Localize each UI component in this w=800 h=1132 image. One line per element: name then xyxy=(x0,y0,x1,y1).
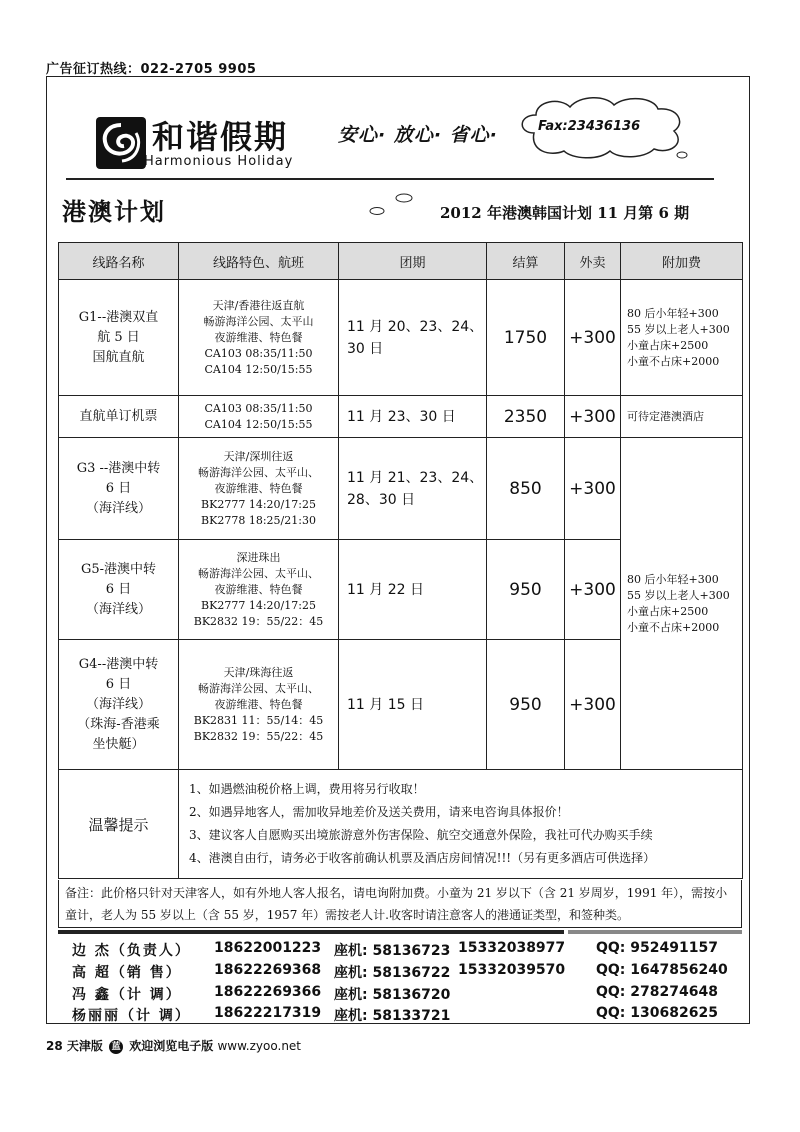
feature-line: CA103 08:35/11:50 xyxy=(204,346,313,360)
fee-line: 55 岁以上老人+300 xyxy=(627,588,730,602)
route-line: G3 --港澳中转 xyxy=(76,460,161,476)
contact-name: 高 超（销 售） xyxy=(72,965,182,981)
tip-item: 4、港澳自由行，请务必于收客前确认机票及酒店房间情况!!!（另有更多酒店可供选择） xyxy=(189,851,656,865)
tips-row xyxy=(59,770,743,879)
slogan: 安心· 放心· 省心· xyxy=(338,124,498,146)
feature-line: 天津/深圳往返 xyxy=(223,449,294,463)
bubble-icon xyxy=(368,206,386,216)
route-line: （海洋线） xyxy=(85,601,151,617)
route-features xyxy=(179,280,339,396)
page-number: 28 天津版 xyxy=(46,1039,103,1053)
route-name xyxy=(59,438,179,540)
settlement-price: 950 xyxy=(487,640,565,770)
departure-dates: 11 月 20、23、24、30 日 xyxy=(339,280,487,396)
settlement-price: 2350 xyxy=(487,396,565,438)
website-link[interactable]: www.zyoo.net xyxy=(217,1039,302,1053)
tip-item: 3、建议客人自愿购买出境旅游意外伤害保险、航空交通意外保险，我社可代办购买手续 xyxy=(189,828,653,842)
retail-markup: +300 xyxy=(565,396,621,438)
route-line: 国航直航 xyxy=(92,349,145,365)
retail-markup: +300 xyxy=(565,438,621,540)
feature-line: BK2832 19：55/22：45 xyxy=(193,614,324,628)
column-header: 线路特色、航班 xyxy=(179,243,339,280)
route-line: 6 日 xyxy=(105,676,132,692)
brand-logo-icon xyxy=(96,117,146,169)
departure-dates: 11 月 15 日 xyxy=(339,640,487,770)
feature-line: CA104 12:50/15:55 xyxy=(204,362,313,376)
route-name xyxy=(59,280,179,396)
column-header: 附加费 xyxy=(621,243,743,280)
contact-name: 边 杰（负责人） xyxy=(72,943,191,959)
plan-subtitle: 2012 年港澳韩国计划 11 月第 6 期 xyxy=(440,204,690,222)
feature-line: BK2777 14:20/17:25 xyxy=(201,598,316,612)
route-line: （海洋线） xyxy=(85,500,151,516)
section-divider xyxy=(58,930,564,934)
settlement-price: 950 xyxy=(487,540,565,640)
header-divider xyxy=(66,178,714,180)
page-footer xyxy=(46,1037,301,1054)
route-name xyxy=(59,540,179,640)
feature-line: 天津/香港往返直航 xyxy=(212,298,305,312)
fee-line: 80 后小年轻+300 xyxy=(627,572,719,586)
tips-label: 温馨提示 xyxy=(59,770,179,879)
table-row xyxy=(59,396,743,438)
contact-name: 冯 鑫（计 调） xyxy=(72,987,182,1003)
remarks-note: 备注：此价格只针对天津客人，如有外地人客人报名，请电询附加费。小童为 21 岁以下（含 21 岁周岁，1991 年），需按小童计，老人为 55 岁以上（含 55 岁，1957 年）需按老人计.收客时请注意客人的港通证类型，和签种类。 xyxy=(58,880,742,928)
contact-qq: QQ: 278274648 xyxy=(596,984,718,1000)
feature-line: 夜游维港、特色餐 xyxy=(214,330,303,344)
feature-line: 夜游维港、特色餐 xyxy=(214,582,303,596)
route-name xyxy=(59,640,179,770)
contact-qq: QQ: 1647856240 xyxy=(596,962,728,978)
feature-line: 畅游海洋公园、太平山 xyxy=(203,314,314,328)
page-title: 港澳计划 xyxy=(62,198,166,226)
brand-name: 和谐假期 xyxy=(152,118,289,156)
fee-line: 小童不占床+2000 xyxy=(627,354,720,368)
retail-markup: +300 xyxy=(565,280,621,396)
departure-dates: 11 月 21、23、24、28、30 日 xyxy=(339,438,487,540)
feature-line: BK2832 19：55/22：45 xyxy=(193,729,324,743)
route-features xyxy=(179,438,339,540)
settlement-price: 1750 xyxy=(487,280,565,396)
feature-line: BK2831 11：55/14：45 xyxy=(193,713,324,727)
contact-qq: QQ: 952491157 xyxy=(596,940,718,956)
column-header: 团期 xyxy=(339,243,487,280)
feature-line: 夜游维港、特色餐 xyxy=(214,697,303,711)
contact-landline: 座机: 58136723 xyxy=(334,943,451,959)
contact-landline: 座机: 58136720 xyxy=(334,987,451,1003)
route-line: 6 日 xyxy=(105,480,132,496)
route-line: G5-港澳中转 xyxy=(80,561,157,577)
fee-line: 55 岁以上老人+300 xyxy=(627,322,730,336)
feature-line: BK2777 14:20/17:25 xyxy=(201,497,316,511)
table-header-row xyxy=(59,243,743,280)
edition-badge-icon: 蓝 xyxy=(109,1040,123,1054)
fee-line: 小童占床+2500 xyxy=(627,338,709,352)
retail-markup: +300 xyxy=(565,540,621,640)
column-header: 线路名称 xyxy=(59,243,179,280)
feature-line: 深进珠出 xyxy=(236,550,281,564)
route-name: 直航单订机票 xyxy=(59,396,179,438)
retail-markup: +300 xyxy=(565,640,621,770)
fee-line: 小童占床+2500 xyxy=(627,604,709,618)
extra-fees-shared xyxy=(621,438,743,770)
route-line: G1--港澳双直 xyxy=(78,309,159,325)
feature-line: 畅游海洋公园、太平山、 xyxy=(198,566,319,580)
tip-item: 1、如遇燃油税价格上调，费用将另行收取！ xyxy=(189,782,425,796)
ad-hotline: 广告征订热线：022-2705 9905 xyxy=(46,62,257,77)
route-line: （珠海-香港乘 xyxy=(77,716,160,732)
contact-mobile: 18622217319 xyxy=(214,1005,322,1021)
feature-line: 夜游维港、特色餐 xyxy=(214,481,303,495)
tips-list xyxy=(179,770,743,879)
route-line: 航 5 日 xyxy=(97,329,140,345)
footer-text: 欢迎浏览电子版 xyxy=(129,1039,214,1053)
contact-landline: 座机: 58136722 xyxy=(334,965,451,981)
feature-line: 畅游海洋公园、太平山、 xyxy=(198,681,319,695)
bubble-icon xyxy=(394,192,414,204)
contact-qq: QQ: 130682625 xyxy=(596,1005,718,1021)
route-line: 6 日 xyxy=(105,581,132,597)
section-divider xyxy=(568,930,742,934)
fax-number: Fax:23436136 xyxy=(538,119,641,134)
fee-line: 80 后小年轻+300 xyxy=(627,306,719,320)
route-line: （海洋线） xyxy=(85,696,151,712)
route-features xyxy=(179,640,339,770)
feature-line: BK2778 18:25/21:30 xyxy=(201,513,316,527)
feature-line: 天津/珠海往返 xyxy=(223,665,294,679)
feature-line: CA104 12:50/15:55 xyxy=(204,417,313,431)
route-features xyxy=(179,540,339,640)
table-row xyxy=(59,438,743,540)
contact-landline: 座机: 58133721 xyxy=(334,1008,451,1024)
route-line: 坐快艇） xyxy=(92,736,145,752)
feature-line: CA103 08:35/11:50 xyxy=(204,401,313,415)
column-header: 结算 xyxy=(487,243,565,280)
route-features xyxy=(179,396,339,438)
route-line: G4--港澳中转 xyxy=(78,656,159,672)
extra-fees: 可待定港澳酒店 xyxy=(621,396,743,438)
contact-mobile-2: 15332039570 xyxy=(458,962,566,978)
contact-mobile: 18622269368 xyxy=(214,962,322,978)
table-row xyxy=(59,280,743,396)
tip-item: 2、如遇异地客人，需加收异地差价及送关费用，请来电咨询具体报价！ xyxy=(189,805,569,819)
settlement-price: 850 xyxy=(487,438,565,540)
itinerary-table xyxy=(58,242,743,879)
extra-fees xyxy=(621,280,743,396)
fee-line: 小童不占床+2000 xyxy=(627,620,720,634)
contact-mobile: 18622269366 xyxy=(214,984,322,1000)
column-header: 外卖 xyxy=(565,243,621,280)
contact-mobile: 18622001223 xyxy=(214,940,322,956)
contact-mobile-2: 15332038977 xyxy=(458,940,566,956)
feature-line: 畅游海洋公园、太平山、 xyxy=(198,465,319,479)
brand-name-english: Harmonious Holiday xyxy=(144,154,294,169)
departure-dates: 11 月 23、30 日 xyxy=(339,396,487,438)
departure-dates: 11 月 22 日 xyxy=(339,540,487,640)
contact-name: 杨丽丽（计 调） xyxy=(72,1008,191,1024)
